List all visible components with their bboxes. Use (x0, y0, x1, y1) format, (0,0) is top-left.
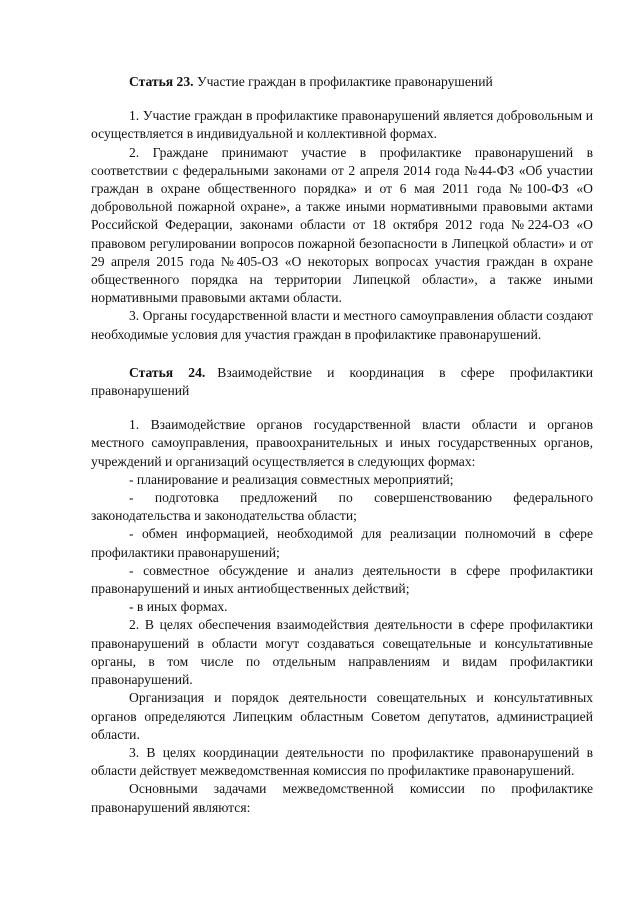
article-23-paragraph-2: 2. Граждане принимают участие в профилактике правонарушений в соответствии с федеральными законами от 2 апреля 2014 года №44-ФЗ «Об участии граждан в охране общественного порядка» и от 6 мая 2011 года №100-ФЗ «О добровольной пожарной охране», а также иными нормативными правовыми актами Российской Федерации, законами области от 18 октября 2012 года №224-ОЗ «О правовом регулировании вопросов пожарной безопасности в Липецкой области» и от 29 апреля 2015 года №405-ОЗ «О некоторых вопросах участия граждан в охране общественного порядка на территории Липецкой области», а также иными нормативными правовыми актами области. (91, 144, 593, 306)
article-24-title: Взаимодействие и координация в сфере профилактики правонарушений (91, 364, 593, 399)
article-24-heading (91, 364, 593, 400)
article-24-paragraph-3: 3. В целях координации деятельности по профилактике правонарушений в области действует межведомственная комиссия по профилактике правонарушений. (91, 744, 593, 779)
article-24-list-item-4: - совместное обсуждение и анализ деятельности в сфере профилактики правонарушений и иных антиобщественных действий; (91, 562, 593, 597)
article-23-label: Статья 23. (129, 74, 194, 89)
article-24-paragraph-3-continued: Основными задачами межведомственной комиссии по профилактике правонарушений являются: (91, 781, 593, 815)
document-body (91, 73, 593, 817)
article-24-paragraph-2: 2. В целях обеспечения взаимодействия деятельности в сфере профилактики правонарушений в области могут создаваться совещательные и консультативные органы, в том числе по отдельным направлениям и видам профилактики правонарушений. (91, 617, 593, 688)
article-24-list-item-3: - обмен информацией, необходимой для реализации полномочий в сфере профилактики правонарушений; (91, 526, 593, 560)
article-24-paragraph-2-continued: Организация и порядок деятельности совещательных и консультативных органов определяются Липецким областным Советом депутатов, администрацией области. (91, 690, 593, 742)
article-23-title: Участие граждан в профилактике правонарушений (196, 74, 493, 89)
article-24-list-item-1: - планирование и реализация совместных мероприятий; (129, 471, 454, 487)
article-23-paragraph-1: 1. Участие граждан в профилактике правонарушений является добровольным и осуществляется в индивидуальной и коллективной формах. (91, 108, 593, 142)
spacer (91, 344, 593, 364)
spacer (91, 91, 593, 107)
article-24-paragraph-1: 1. Взаимодействие органов государственной власти области и органов местного самоуправления, правоохранительных и иных государственных органов, учреждений и организаций осуществляется в следующих формах: (91, 417, 593, 469)
article-24-list-item-2: - подготовка предложений по совершенствованию федерального законодательства и законодательства области; (91, 490, 593, 524)
spacer (91, 400, 593, 416)
article-24-label: Статья 24. (129, 364, 206, 380)
article-23-paragraph-3: 3. Органы государственной власти и местного самоуправления области создают необходимые условия для участия граждан в профилактике правонарушений. (91, 308, 593, 342)
article-24-list-item-5: - в иных формах. (129, 599, 228, 615)
article-23-heading (91, 73, 593, 91)
